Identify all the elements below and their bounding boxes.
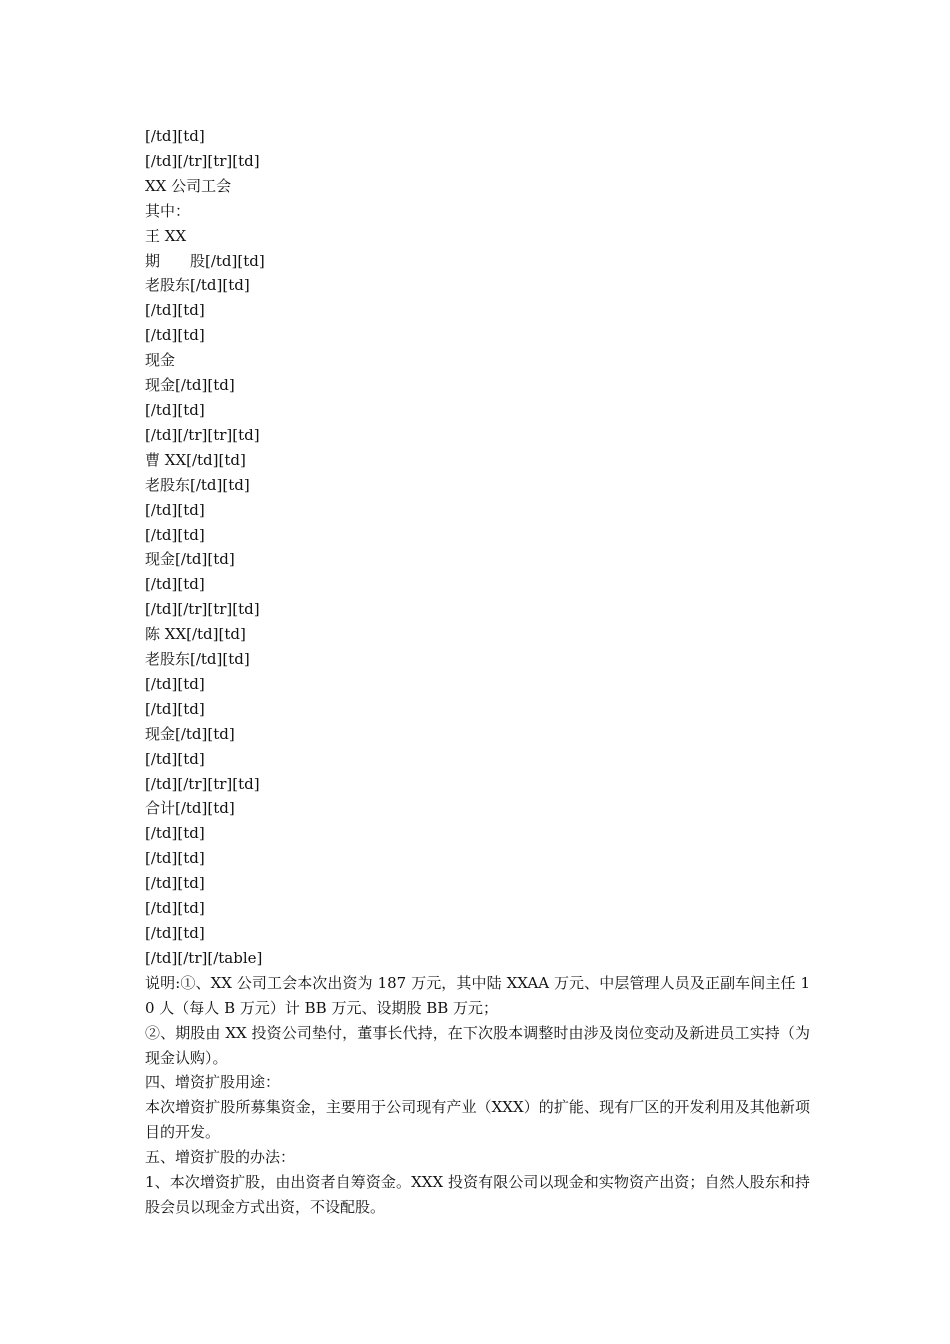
note-paragraph-1: 说明:①、XX 公司工会本次出资为 187 万元，其中陆 XXAA 万元、中层管理人员及正副车间主任 10 人（每人 B 万元）计 BB 万元、设期股 BB 万元； — [145, 973, 810, 1017]
text-line: XX 公司工会 — [145, 176, 232, 195]
text-line: 陈 XX[/td][td] — [145, 625, 246, 644]
text-line: [/td][td] — [145, 326, 205, 345]
text-line: 现金[/td][td] — [145, 724, 235, 743]
text-line: [/td][td] — [145, 400, 205, 419]
text-line: 现金[/td][td] — [145, 376, 235, 395]
text-line: 王 XX — [145, 226, 187, 245]
text-line: [/td][/tr][tr][td] — [145, 774, 260, 793]
text-line: 现金[/td][td] — [145, 550, 235, 569]
text-line: 其中： — [145, 201, 191, 220]
text-line: [/td][td] — [145, 849, 205, 868]
text-line: 合计[/td][td] — [145, 799, 235, 818]
text-line: [/td][/tr][/table] — [145, 948, 263, 967]
text-line: 老股东[/td][td] — [145, 276, 250, 295]
section-5-paragraph: 1、本次增资扩股，由出资者自筹资金。XXX 投资有限公司以现金和实物资产出资；自然人股东和持股会员以现金方式出资，不设配股。 — [145, 1173, 810, 1216]
note-paragraph-2: ②、期股由 XX 投资公司垫付，董事长代持，在下次股本调整时由涉及岗位变动及新进员工实持（为现金认购）。 — [145, 1023, 810, 1067]
text-line: 曹 XX[/td][td] — [145, 450, 246, 469]
text-line: [/td][td] — [145, 699, 205, 718]
text-line: [/td][td] — [145, 127, 205, 145]
section-4-paragraph: 本次增资扩股所募集资金，主要用于公司现有产业（XXX）的扩能、现有厂区的开发利用及其他新项目的开发。 — [145, 1098, 810, 1142]
document-page — [145, 124, 810, 1220]
text-line: [/td][td] — [145, 924, 205, 942]
text-line: [/td][td] — [145, 301, 205, 320]
text-line: [/td][/tr][tr][td] — [145, 600, 260, 619]
text-line: [/td][td] — [145, 500, 205, 519]
text-line: [/td][/tr][tr][td] — [145, 151, 260, 170]
section-heading-5: 五、增资扩股的办法： — [145, 1148, 296, 1167]
text-line: [/td][td] — [145, 525, 205, 544]
text-line: [/td][td] — [145, 899, 205, 918]
text-line: [/td][/tr][tr][td] — [145, 425, 260, 444]
text-line: [/td][td] — [145, 749, 205, 768]
text-line: [/td][td] — [145, 674, 205, 693]
text-line: [/td][td] — [145, 874, 205, 893]
text-line: [/td][td] — [145, 824, 205, 843]
text-line: 期 股[/td][td] — [145, 251, 265, 270]
text-line: [/td][td] — [145, 575, 205, 594]
section-heading-4: 四、增资扩股用途： — [145, 1073, 281, 1092]
text-line: 老股东[/td][td] — [145, 650, 250, 669]
text-line: 现金 — [145, 351, 176, 370]
text-line: 老股东[/td][td] — [145, 475, 250, 494]
